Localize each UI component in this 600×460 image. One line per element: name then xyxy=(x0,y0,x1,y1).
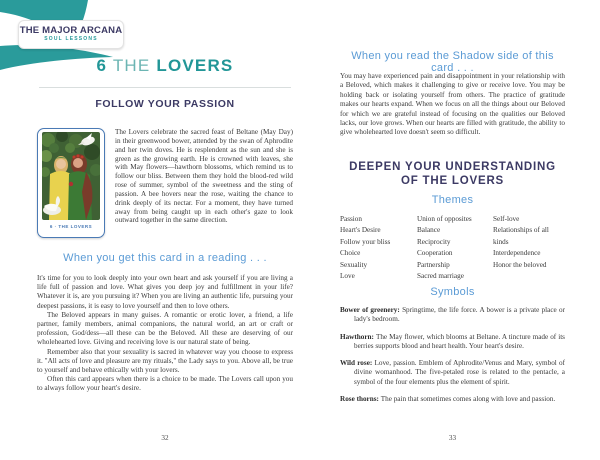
symbol-description: The pain that sometimes comes along with love and passion. xyxy=(380,395,556,404)
symbol-term: Hawthorn: xyxy=(340,332,376,341)
theme-item: Cooperation xyxy=(417,249,453,258)
intro-paragraph: The Lovers celebrate the sacred feast of Beltane (May Day) in their greenwood bower, attended by the swan of Aphrodite and her twin doves. He is resplendent as the sun and she is green as the growing earth. He is crowned with leaves, she with May flowers—hawthorn blossoms, which remind us to follow our bliss. Between them they hold the blood-red wild rose of summer, symbol of the sweetness and the sting of passion. A bee hovers near the rose, waiting the chance to drink deeply of its nectar. For a moment, they have turned away from being caught up in each other's gaze to look outward together in the same direction. xyxy=(115,128,293,225)
theme-item: Union of opposites xyxy=(417,215,472,223)
theme-item: Sexuality xyxy=(340,260,368,269)
symbol-entry xyxy=(340,333,565,352)
chapter-number: 6 xyxy=(96,56,108,75)
symbol-term: Rose thorns: xyxy=(340,395,381,404)
deepen-heading-line1: DEEPEN YOUR UNDERSTANDING xyxy=(349,161,556,173)
theme-item: Passion xyxy=(340,215,362,223)
themes-list xyxy=(340,214,565,282)
page-number-left: 32 xyxy=(161,434,169,442)
page-number-right: 33 xyxy=(448,434,457,442)
theme-item: Choice xyxy=(340,249,361,258)
tarot-card-photo xyxy=(42,132,100,220)
right-page xyxy=(340,0,565,460)
deepen-heading xyxy=(340,160,565,188)
symbol-description: Springtime, the life force. A bower is a private place or lady's bedroom. xyxy=(354,306,565,324)
reading-paragraph: It's time for you to look deeply into your own heart and ask yourself if you are living a life full of passion and love. What gives you deep joy and fulfillment in your life? Whatever it is, are you pursuing it? When you are living an authentic life, pursuing your deepest passions, it is easy to love yourself and then to love others. xyxy=(37,274,293,310)
reading-paragraph: The Beloved appears in many guises. A romantic or erotic lover, a friend, a life partner, family members, animal companions, the natural world, an art or craft or profession, God/dess—all these can be the Beloved. All these are deserving of our wholehearted love. Giving and receiving love is our natural state of being. xyxy=(37,310,293,347)
left-page xyxy=(37,0,293,460)
tarot-card-caption: 6 · THE LOVERS xyxy=(49,224,93,229)
symbol-term: Bower of greenery: xyxy=(340,306,403,314)
reading-paragraph: Often this card appears when there is a choice to be made. The Lovers call upon you to always follow your heart's desire. xyxy=(37,375,293,393)
shadow-heading: When you read the Shadow side of this card . . . xyxy=(351,50,554,74)
symbols-list xyxy=(340,306,565,412)
symbol-term: Wild rose: xyxy=(340,359,375,368)
series-subtitle: SOUL LESSONS xyxy=(44,36,98,42)
shadow-paragraph: You may have experienced pain and disappointment in your relationship with a Beloved, which makes it challenging to give or receive love. You may be holding back or isolating yourself from others. The practice of gratitude makes our hearts expand. When we focus on all the things about our Beloved for which we are grateful instead of focusing on the qualities our Beloved lacks, our love grows. When our hearts are filled with gratitude, the ability to give wholehearted love doesn't seem so difficult. xyxy=(340,72,565,137)
symbol-description: Love, passion. Emblem of Aphrodite/Venus and Mary, symbol of divine womanhood. The five-petaled rose is related to the pentacle, a symbol of the four elements plus the element of spirit. xyxy=(354,359,565,386)
themes-heading: Themes xyxy=(431,194,474,206)
chapter-title xyxy=(37,56,293,76)
tarot-card xyxy=(37,128,105,238)
series-title: THE MAJOR ARCANA xyxy=(19,25,123,36)
themes-column xyxy=(493,214,565,282)
deepen-heading-line2: OF THE LOVERS xyxy=(400,175,505,187)
themes-column xyxy=(340,214,417,282)
title-divider xyxy=(39,87,291,88)
lovers-card-illustration xyxy=(42,132,100,220)
intro-section xyxy=(37,128,293,238)
chapter-the: THE xyxy=(112,56,151,75)
symbol-entry xyxy=(340,395,565,404)
themes-column xyxy=(417,214,493,282)
reading-paragraph: Remember also that your sexuality is sacred in whatever way you choose to express it. "All acts of love and pleasure are my rituals," the Lady says to you. Above all, be true to yourself and behave ethically with your lovers. xyxy=(37,347,293,375)
theme-item: Relationships of all kinds xyxy=(493,226,549,246)
section-heading-follow-your-passion: FOLLOW YOUR PASSION xyxy=(95,98,235,110)
reading-heading: When you get this card in a reading . . . xyxy=(63,252,267,264)
symbol-entry xyxy=(340,359,565,387)
symbol-description: The May flower, which blooms at Beltane. A tincture made of its berries supports blood and heart health. Your heart's desire. xyxy=(354,332,565,350)
symbols-heading: Symbols xyxy=(430,286,475,298)
theme-item: Honor the beloved xyxy=(493,260,547,269)
reading-section xyxy=(37,274,293,394)
theme-item: Reciprocity xyxy=(417,237,451,246)
symbol-entry xyxy=(340,306,565,325)
theme-item: Heart's Desire xyxy=(340,226,381,235)
theme-item: Sacred marriage xyxy=(417,272,464,281)
theme-item: Partnership xyxy=(417,260,450,269)
theme-item: Balance xyxy=(417,226,441,235)
chapter-name: LOVERS xyxy=(156,56,234,75)
theme-item: Love xyxy=(340,272,355,281)
theme-item: Interdependence xyxy=(493,249,541,258)
theme-item: Follow your bliss xyxy=(340,237,391,246)
theme-item: Self-love xyxy=(493,215,520,223)
